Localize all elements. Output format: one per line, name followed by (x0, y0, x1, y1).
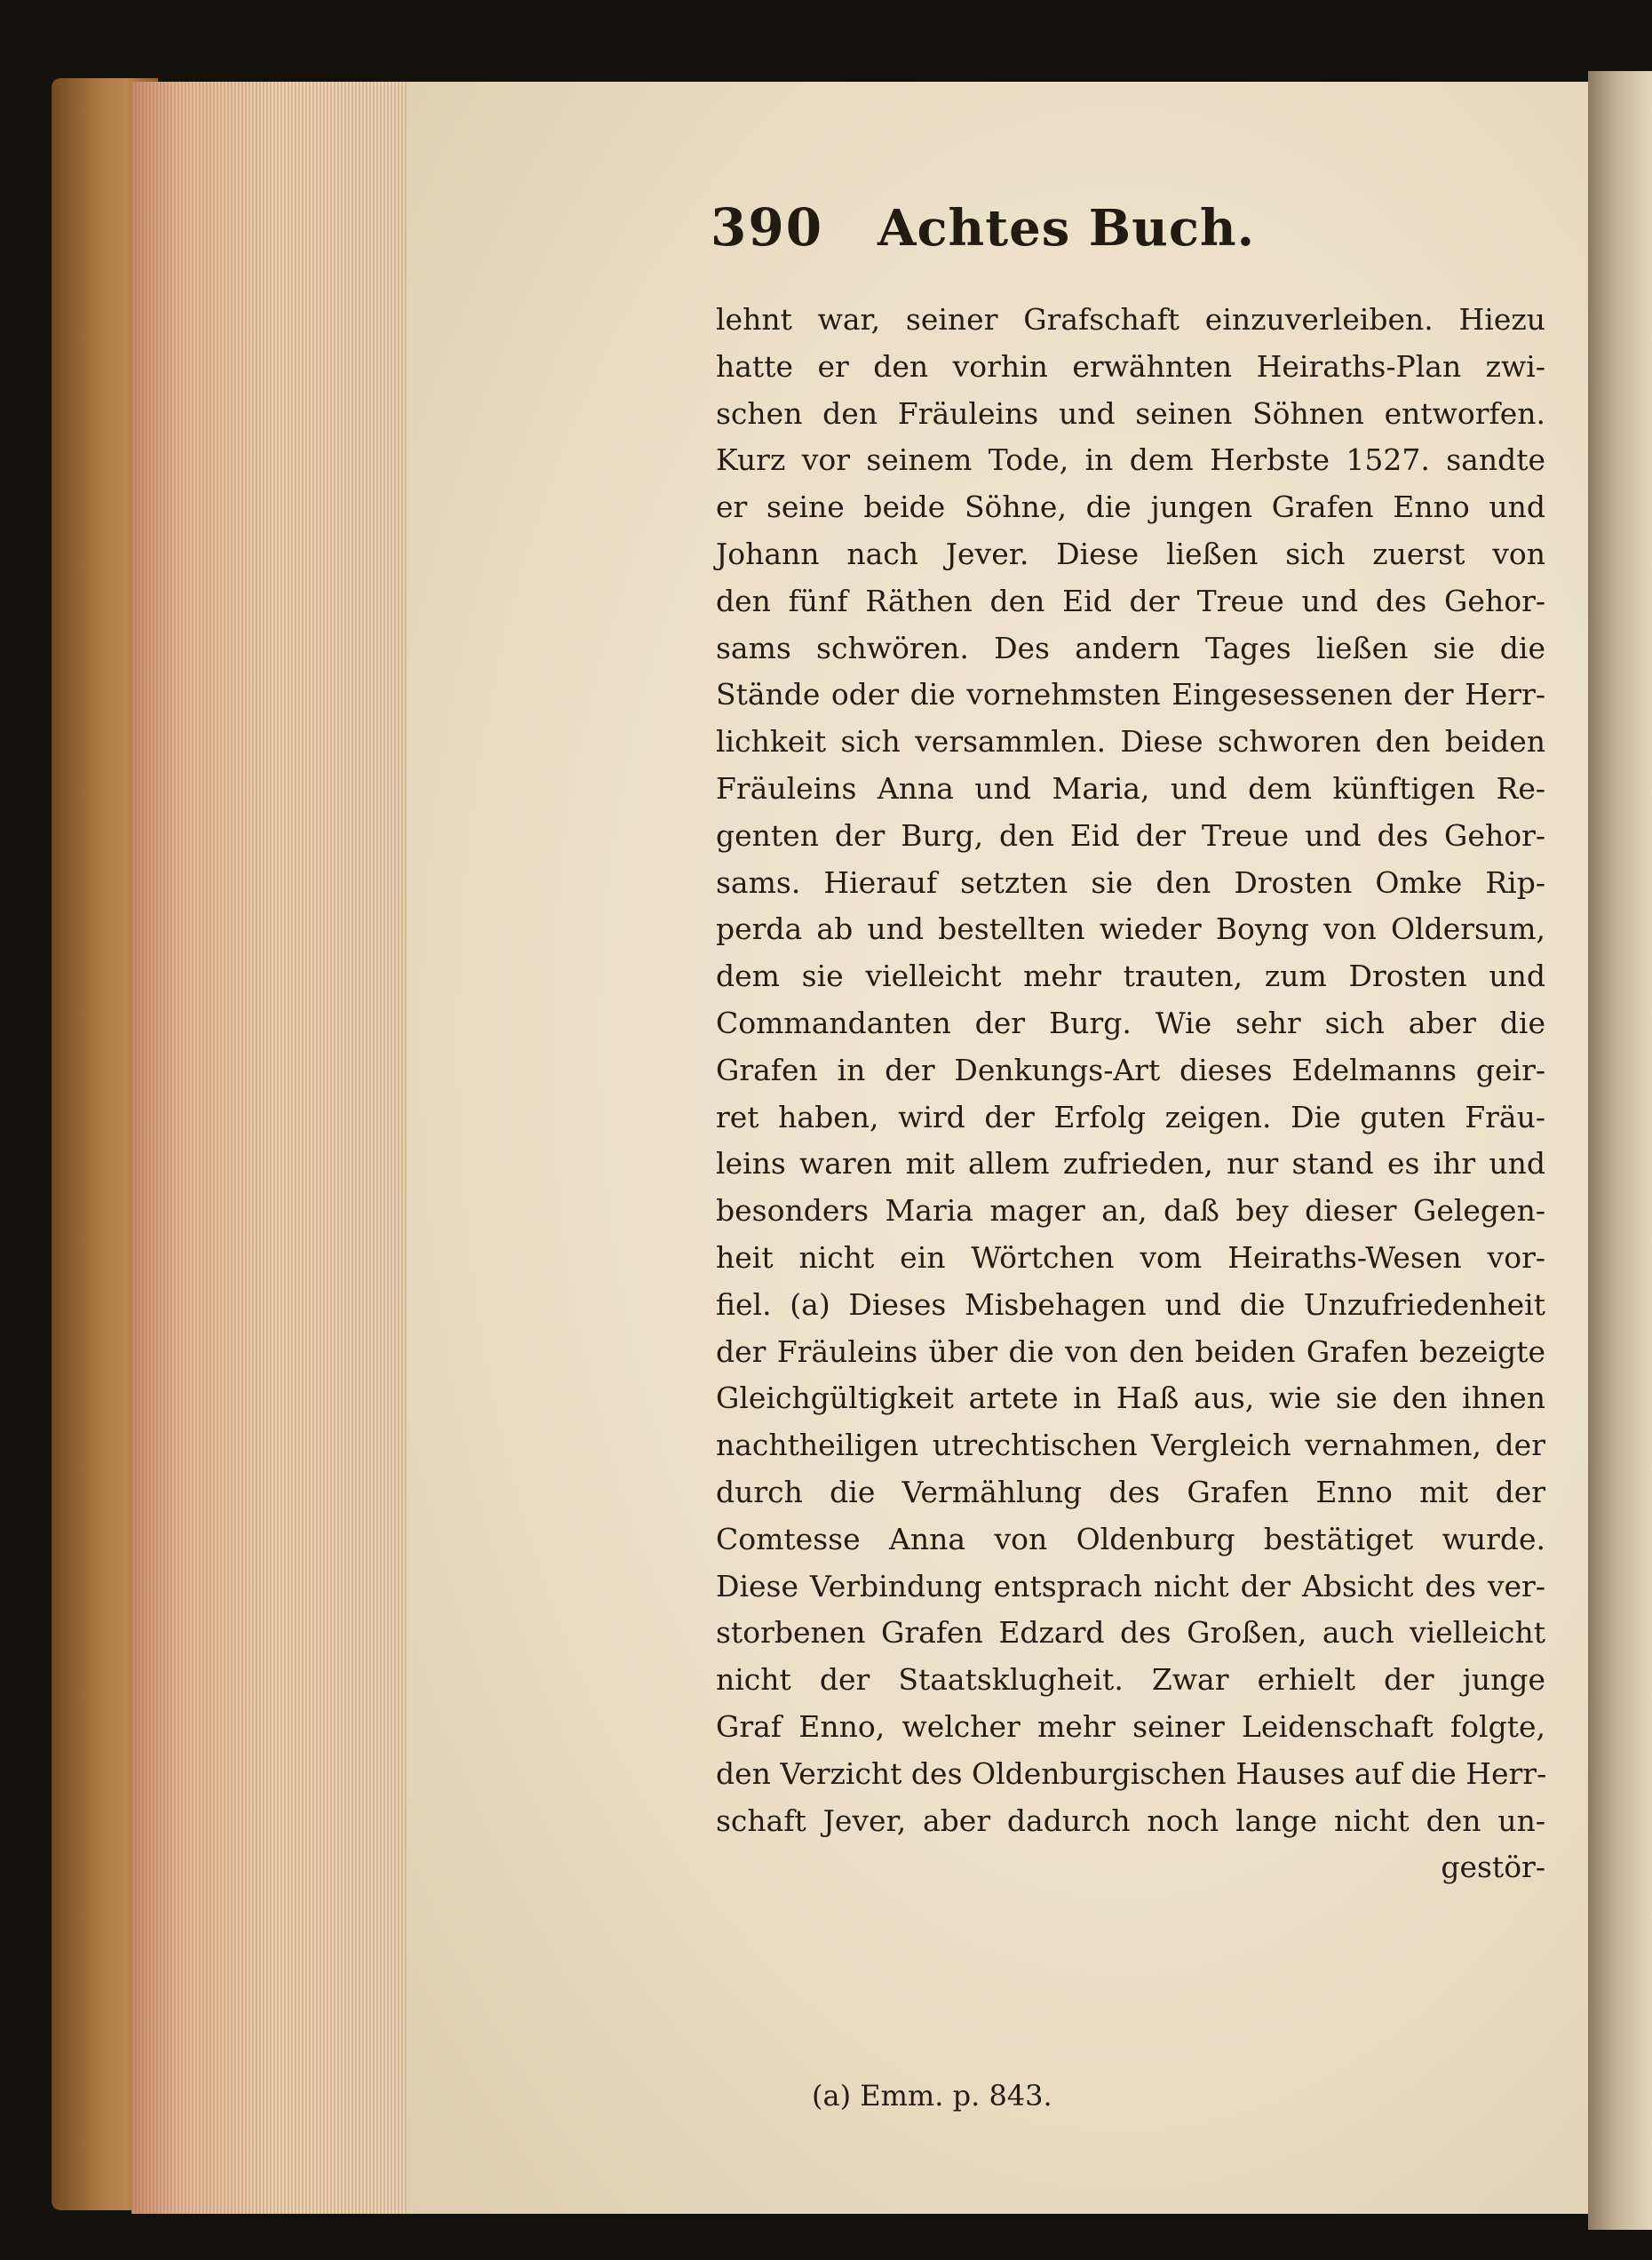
text-line: den Verzicht des Oldenburgischen Hauses auf die Herr- (716, 1755, 1547, 1791)
text-line: der Fräuleins über die von den beiden Grafen bezeigte (716, 1333, 1545, 1369)
text-line: leins waren mit allem zufrieden, nur stand es ihr und (716, 1146, 1545, 1182)
footnote: (a) Emm. p. 843. (812, 2079, 1052, 2113)
text-line: er seine beide Söhne, die jungen Grafen Enno und (716, 489, 1545, 525)
text-line: lehnt war, seiner Grafschaft einzuverleiben. Hiezu (716, 302, 1545, 337)
text-line: perda ab und bestellten wieder Boyng von Oldersum, (716, 911, 1545, 947)
text-line: Comtesse Anna von Oldenburg bestätiget wurde. (716, 1521, 1545, 1556)
text-line: nicht der Staatsklugheit. Zwar erhielt der junge (716, 1662, 1545, 1698)
text-line: sams. Hierauf setzten sie den Drosten Omke Rip- (716, 864, 1545, 900)
text-line: Commandanten der Burg. Wie sehr sich aber die (716, 1005, 1545, 1040)
text-line: genten der Burg, den Eid der Treue und des Gehor- (716, 817, 1545, 853)
text-line: besonders Maria mager an, daß bey dieser Gelegen- (716, 1193, 1545, 1229)
text-line: hatte er den vorhin erwähnten Heiraths-Plan zwi- (716, 348, 1545, 384)
text-line: Gleichgültigkeit artete in Haß aus, wie sie den ihnen (716, 1381, 1545, 1416)
text-line: Johann nach Jever. Diese ließen sich zuerst von (716, 536, 1545, 571)
body-text (716, 297, 1545, 1891)
text-line: sams schwören. Des andern Tages ließen sie die (716, 630, 1545, 665)
text-line: durch die Vermählung des Grafen Enno mit der (716, 1474, 1545, 1509)
text-line: nachtheiligen utrechtischen Vergleich vernahmen, der (716, 1428, 1545, 1463)
text-line: Graf Enno, welcher mehr seiner Leidenschaft folgte, (716, 1708, 1545, 1744)
text-line: ret haben, wird der Erfolg zeigen. Die guten Fräu- (716, 1099, 1545, 1134)
page-number: 390 (711, 197, 824, 258)
text-line: heit nicht ein Wörtchen vom Heiraths-Wesen vor- (716, 1239, 1545, 1275)
text-line: Kurz vor seinem Tode, in dem Herbste 1527. sandte (716, 442, 1545, 478)
text-line: Fräuleins Anna und Maria, und dem künftigen Re- (716, 770, 1545, 806)
running-head: Achtes Buch. (878, 199, 1256, 258)
page-edges (131, 82, 409, 2214)
text-line: schen den Fräuleins und seinen Söhnen entworfen. (716, 395, 1545, 431)
text-line: fiel. (a) Dieses Misbehagen und die Unzufriedenheit (716, 1286, 1545, 1322)
text-line: lichkeit sich versammlen. Diese schworen den beiden (716, 724, 1545, 760)
text-line: den fünf Räthen den Eid der Treue und des Gehor- (716, 583, 1545, 618)
text-line: Stände oder die vornehmsten Eingesessenen der Herr- (716, 677, 1545, 712)
text-line: dem sie vielleicht mehr trauten, zum Drosten und (716, 959, 1545, 994)
text-line: Grafen in der Denkungs-Art dieses Edelmanns geir- (716, 1052, 1545, 1087)
book-gutter (1588, 71, 1652, 2230)
catchword: gestör- (1441, 1850, 1545, 1885)
text-line: storbenen Grafen Edzard des Großen, auch vielleicht (716, 1615, 1545, 1651)
text-line: Diese Verbindung entsprach nicht der Absicht des ver- (716, 1568, 1545, 1603)
text-line: schaft Jever, aber dadurch noch lange nicht den un- (716, 1802, 1545, 1838)
page-header (711, 197, 1297, 259)
